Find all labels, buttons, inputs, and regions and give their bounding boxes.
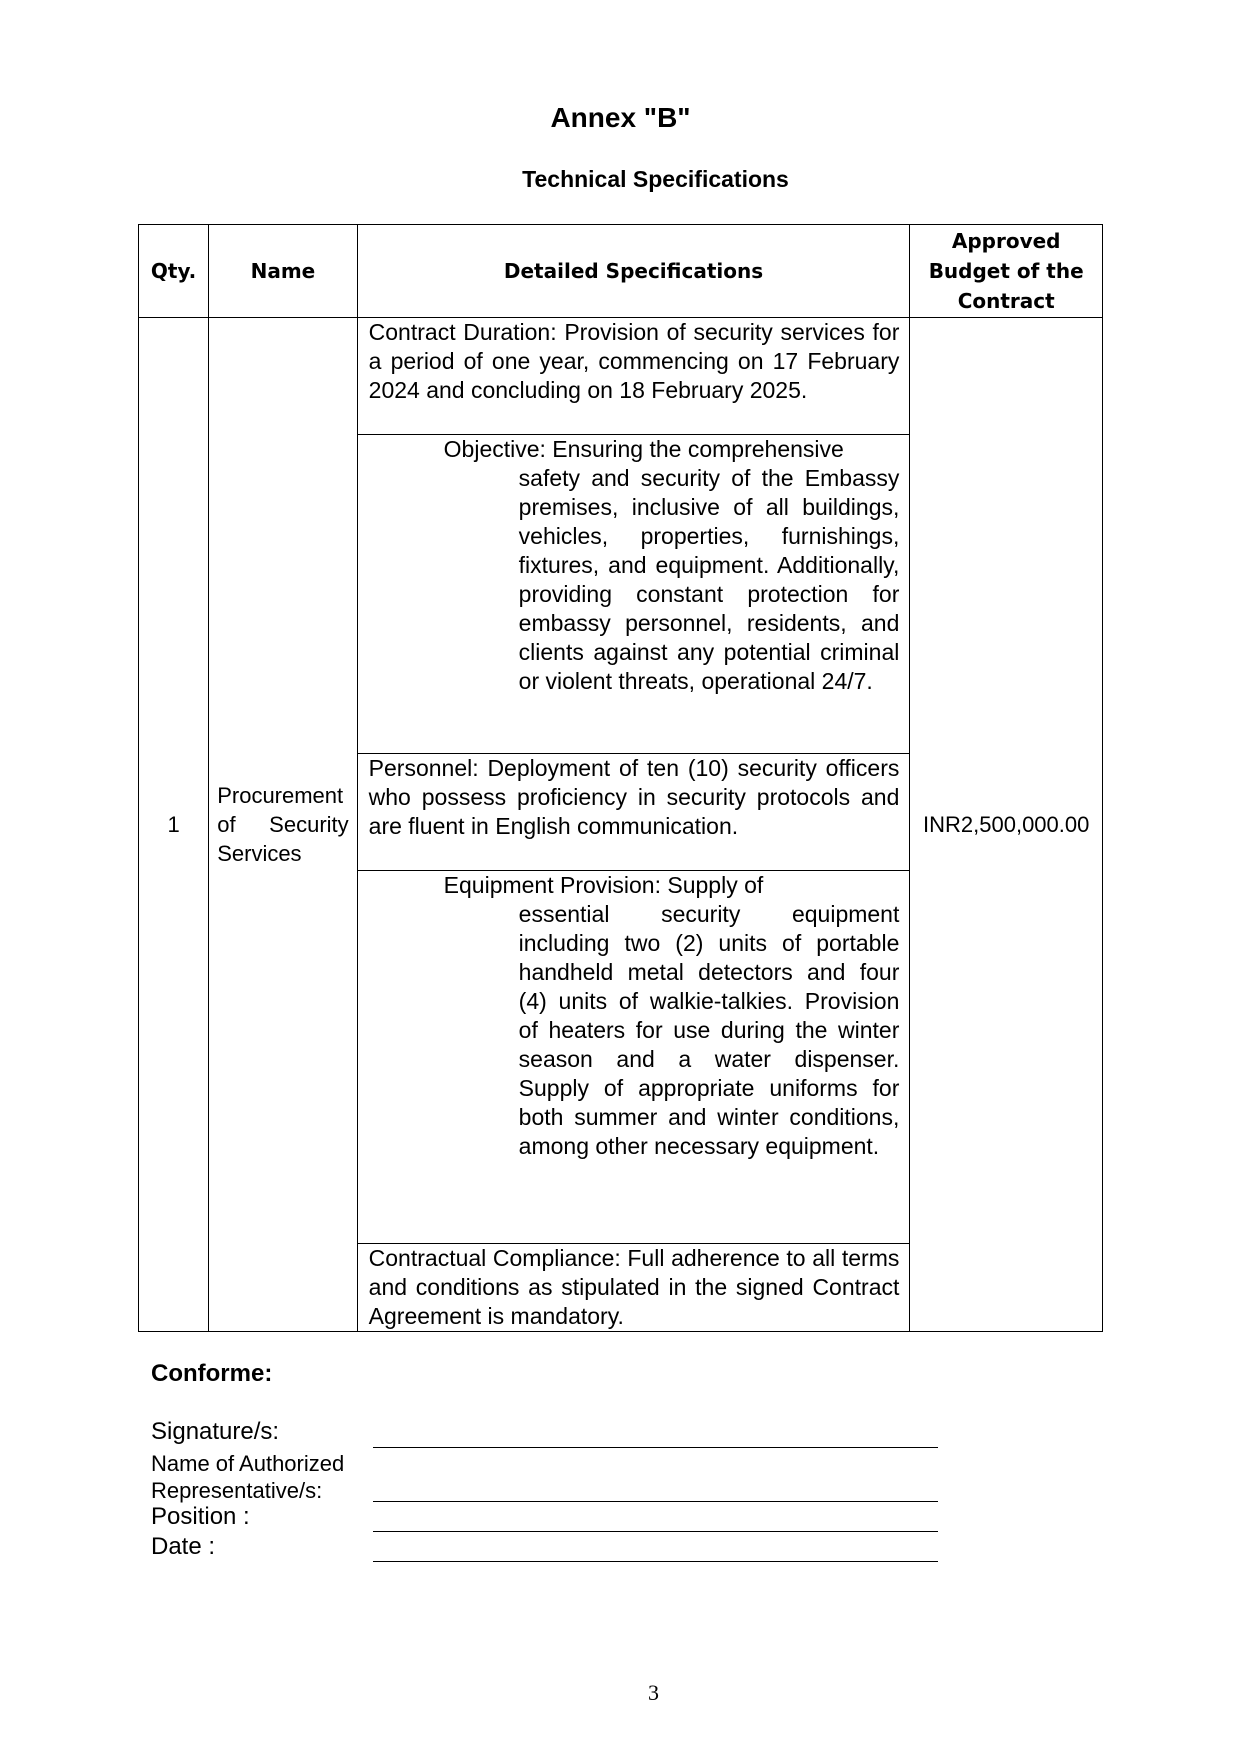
document-subtitle: Technical Specifications <box>522 166 789 192</box>
technical-specifications-table <box>138 224 1103 1332</box>
authorized-rep-line <box>373 1501 938 1502</box>
spec-contractual-compliance: Contractual Compliance: Full adherence to all terms and conditions as stipulated in the signed Contract Agreement is mandatory. <box>368 1245 900 1329</box>
spec-equipment-body: essential security equipment including two (2) units of portable handheld metal detectors and four (4) units of walkie-talkies. Provision of heaters for use during the winter season and a water dispenser. Supply of appropriate uniforms for both summer and winter conditions, among other necessary equipment. <box>518 901 900 1159</box>
table-header-row <box>139 225 1103 318</box>
spec-personnel: Personnel: Deployment of ten (10) security officers who possess proficiency in security protocols and are fluent in English communication. <box>358 754 910 871</box>
header-name: Name <box>209 225 357 318</box>
spec-objective-body: safety and security of the Embassy premises, inclusive of all buildings, vehicles, properties, furnishings, fixtures, and equipment. Additionally, providing constant protection for embassy personnel, residents, and clients against any potential criminal or violent threats, operational 24/7. <box>518 465 900 694</box>
cell-name: Procurement of Security Services <box>209 318 357 1332</box>
spec-objective <box>358 435 910 754</box>
page-number: 3 <box>648 1680 659 1705</box>
authorized-rep-label-line2: Representative/s: <box>151 1478 323 1503</box>
header-qty: Qty. <box>139 225 209 318</box>
header-detailed-specifications: Detailed Specifications <box>357 225 910 318</box>
signature-line <box>373 1447 938 1448</box>
table-row <box>139 318 1103 1332</box>
cell-qty: 1 <box>139 318 209 1332</box>
date-line <box>373 1561 938 1562</box>
position-line <box>373 1531 938 1532</box>
signature-label: Signature/s: <box>151 1418 280 1445</box>
header-approved-budget: Approved Budget of the Contract <box>910 225 1103 318</box>
spec-equipment-provision <box>358 871 910 1244</box>
annex-title: Annex "B" <box>550 102 691 133</box>
spec-objective-lead: Objective: Ensuring the comprehensive <box>443 436 844 462</box>
spec-equipment-lead: Equipment Provision: Supply of <box>443 872 764 898</box>
cell-detailed-specifications <box>357 318 910 1332</box>
spec-contract-duration: Contract Duration: Provision of security services for a period of one year, commencing on 17 February 2024 and concluding on 18 February 2025. <box>358 318 910 435</box>
date-label: Date : <box>151 1533 216 1560</box>
cell-approved-budget: INR2,500,000.00 <box>910 318 1103 1332</box>
conforme-heading: Conforme: <box>151 1360 273 1387</box>
position-label: Position : <box>151 1503 250 1530</box>
authorized-rep-label-line1: Name of Authorized <box>151 1451 345 1476</box>
